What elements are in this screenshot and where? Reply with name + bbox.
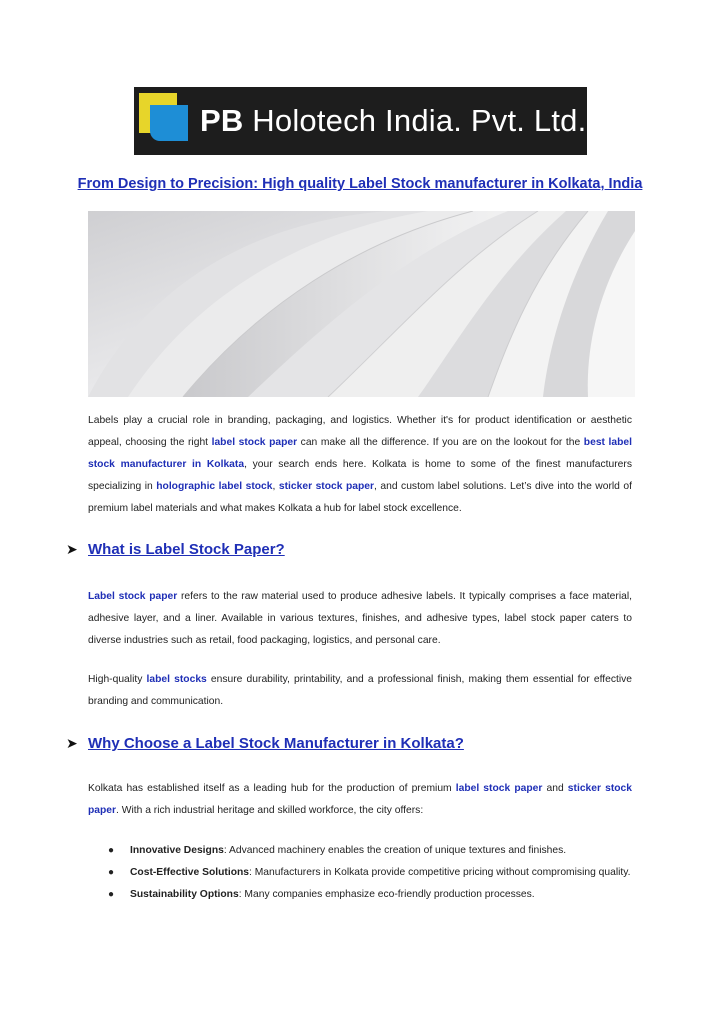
section2-p1-text-3: . With a rich industrial heritage and skilled workforce, the city offers: [116, 805, 424, 816]
logo-text [200, 103, 586, 139]
list-item-term: Sustainability Options [130, 889, 239, 900]
intro-text-5: , and custom label solutions. Let’s dive into the world of premium label materials and what makes Kolkata a hub for label stock excellence. [88, 481, 632, 514]
link-sticker-stock-paper[interactable]: sticker stock paper [88, 783, 633, 816]
section2-paragraph-1 [88, 778, 632, 822]
arrow-bullet-icon: ➤ [66, 735, 78, 751]
logo-text-rest: Holotech India. Pvt. Ltd. [252, 103, 587, 138]
list-item [108, 884, 632, 906]
bullet-dot-icon: ● [108, 845, 115, 856]
section2-p1-text-1: Kolkata has established itself as a leading hub for the production of premium [88, 783, 456, 794]
intro-text-4: , [272, 481, 279, 492]
page-title[interactable]: From Design to Precision: High quality Label Stock manufacturer in Kolkata, India [77, 176, 643, 192]
list-item [108, 862, 632, 884]
section1-paragraph-1 [88, 586, 632, 652]
bullet-dot-icon: ● [108, 867, 115, 878]
link-label-stock-paper[interactable]: Label stock paper [88, 591, 178, 602]
link-label-stock-paper[interactable]: label stock paper [455, 783, 543, 794]
logo-text-bold: PB [200, 103, 244, 138]
section-heading-what-is [66, 541, 285, 558]
list-item-text: : Many companies emphasize eco-friendly production processes. [238, 889, 535, 900]
arrow-bullet-icon: ➤ [66, 541, 78, 557]
link-label-stock-paper[interactable]: label stock paper [211, 437, 298, 448]
section-heading-text[interactable]: What is Label Stock Paper? [88, 541, 285, 558]
link-best-label-stock-manufacturer[interactable]: best label stock manufacturer in Kolkata [88, 437, 632, 470]
list-item-term: Innovative Designs [130, 845, 224, 856]
list-item [108, 840, 632, 862]
list-item-text: : Advanced machinery enables the creation of unique textures and finishes. [223, 845, 567, 856]
intro-text-3: , your search ends here. Kolkata is home to some of the finest manufacturers specializing in [88, 459, 632, 492]
link-label-stocks[interactable]: label stocks [146, 674, 207, 685]
section1-paragraph-2 [88, 669, 632, 713]
bullet-dot-icon: ● [108, 889, 115, 900]
company-logo [134, 87, 587, 155]
intro-text-1: Labels play a crucial role in branding, packaging, and logistics. Whether it's for product identification or aesthetic appeal, choosing the right [88, 415, 632, 448]
section1-p2-text-1: High-quality [88, 674, 147, 685]
link-holographic-label-stock[interactable]: holographic label stock [156, 481, 273, 492]
intro-text-2: can make all the difference. If you are on the lookout for the [297, 437, 584, 448]
section-heading-why-choose [66, 735, 464, 752]
list-item-text: : Manufacturers in Kolkata provide competitive pricing without compromising quality. [249, 867, 631, 878]
hero-image [88, 211, 635, 397]
benefits-list [108, 840, 632, 906]
logo-mark-icon [134, 87, 192, 155]
intro-paragraph [88, 410, 632, 520]
list-item-term: Cost-Effective Solutions [130, 867, 249, 878]
section2-p1-text-2: and [542, 783, 568, 794]
section1-p2-text-2: ensure durability, printability, and a professional finish, making them essential for effective branding and communication. [88, 674, 633, 707]
link-sticker-stock-paper[interactable]: sticker stock paper [278, 481, 375, 492]
section1-p1-text: refers to the raw material used to produce adhesive labels. It typically comprises a face material, adhesive layer, and a liner. Available in various textures, finishes, and adhesive types, label stock paper caters to diverse industries such as retail, food packaging, logistics, and personal care. [88, 591, 632, 646]
section-heading-text[interactable]: Why Choose a Label Stock Manufacturer in Kolkata? [88, 735, 464, 752]
